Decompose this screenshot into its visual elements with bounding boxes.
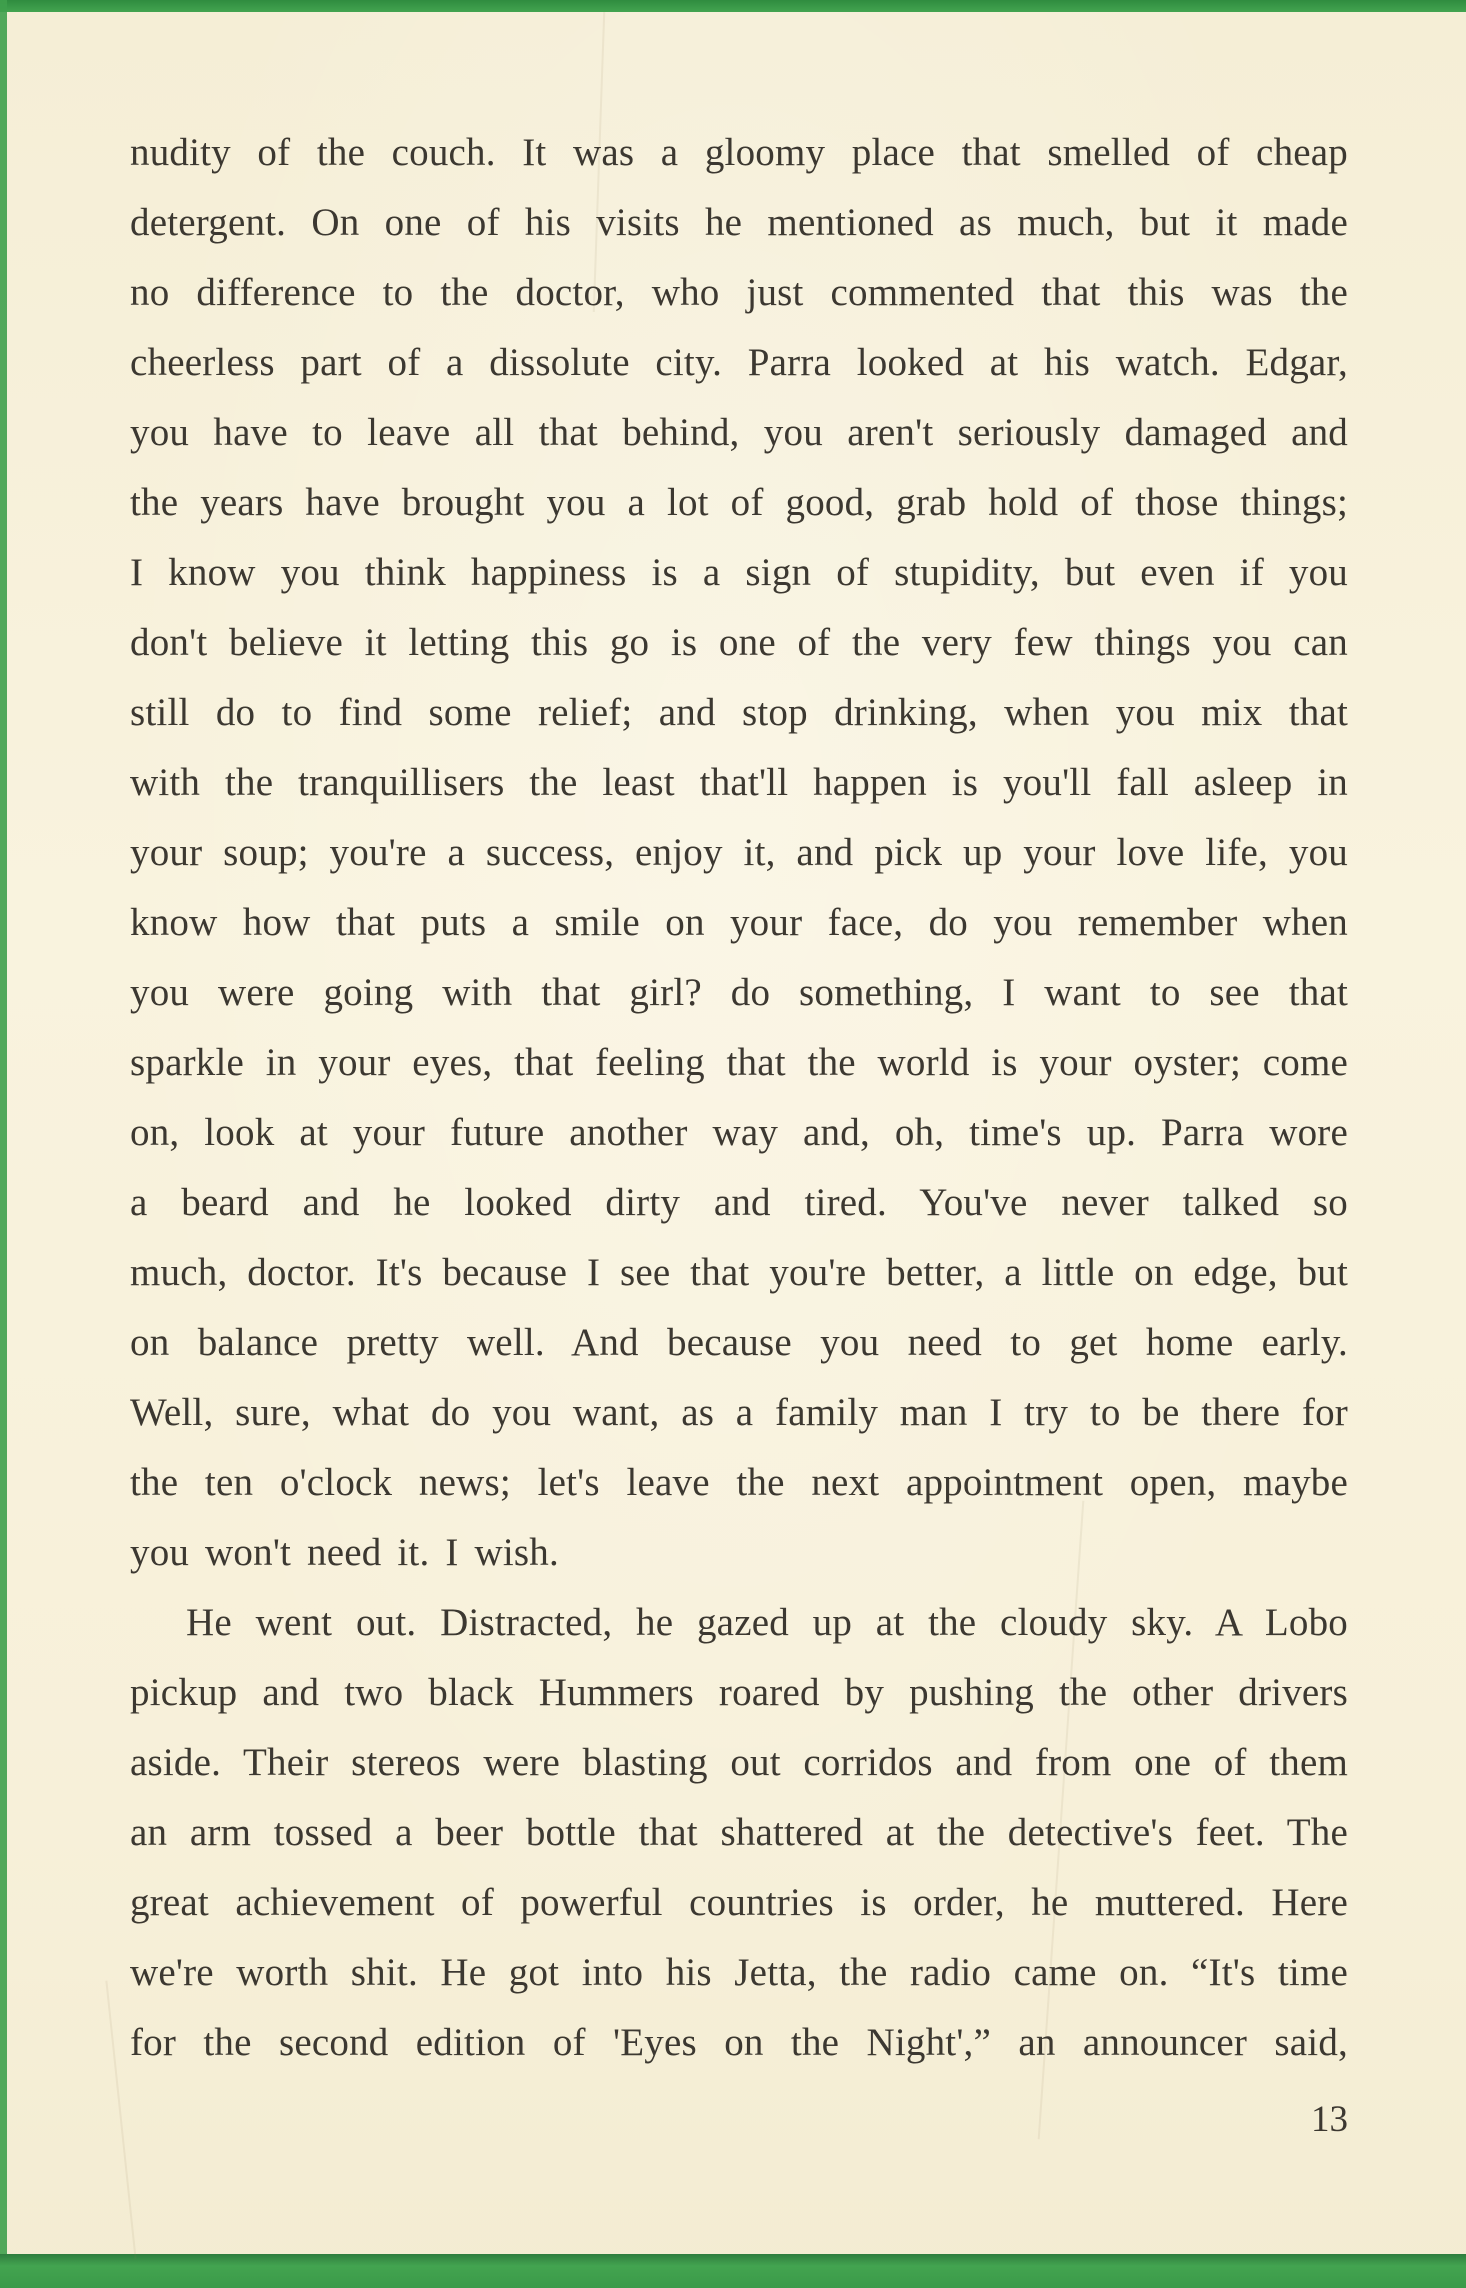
text-line: your soup; you're a success, enjoy it, and pick up your love life, you bbox=[130, 831, 1348, 874]
text-line: great achievement of powerful countries is order, he muttered. Here bbox=[130, 1881, 1348, 1924]
text-block bbox=[130, 118, 1348, 2078]
book-cover-edge-top bbox=[0, 0, 1466, 12]
text-line: cheerless part of a dissolute city. Parra looked at his watch. Edgar, bbox=[130, 341, 1348, 384]
text-line: you were going with that girl? do something, I want to see that bbox=[130, 971, 1348, 1014]
text-line: for the second edition of 'Eyes on the Night',” an announcer said, bbox=[130, 2021, 1348, 2064]
book-cover-edge-left bbox=[0, 0, 7, 2288]
text-line: an arm tossed a beer bottle that shattered at the detective's feet. The bbox=[130, 1811, 1348, 1854]
text-line: we're worth shit. He got into his Jetta, the radio came on. “It's time bbox=[130, 1951, 1348, 1994]
text-line: you won't need it. I wish. bbox=[130, 1531, 559, 1574]
page-number: 13 bbox=[1311, 2099, 1348, 2140]
text-line: you have to leave all that behind, you aren't seriously damaged and bbox=[130, 411, 1348, 454]
text-line: Well, sure, what do you want, as a family man I try to be there for bbox=[130, 1391, 1348, 1434]
text-line: detergent. On one of his visits he mentioned as much, but it made bbox=[130, 201, 1348, 244]
text-line: on balance pretty well. And because you need to get home early. bbox=[130, 1321, 1348, 1364]
text-line: aside. Their stereos were blasting out corridos and from one of them bbox=[130, 1741, 1348, 1784]
text-line: pickup and two black Hummers roared by pushing the other drivers bbox=[130, 1671, 1348, 1714]
text-line: a beard and he looked dirty and tired. You've never talked so bbox=[130, 1181, 1348, 1224]
text-line: much, doctor. It's because I see that you're better, a little on edge, but bbox=[130, 1251, 1348, 1294]
text-line: with the tranquillisers the least that'll happen is you'll fall asleep in bbox=[130, 761, 1348, 804]
text-line: the years have brought you a lot of good, grab hold of those things; bbox=[130, 481, 1348, 524]
text-line: know how that puts a smile on your face, do you remember when bbox=[130, 901, 1348, 944]
text-line: He went out. Distracted, he gazed up at the cloudy sky. A Lobo bbox=[186, 1601, 1348, 1644]
text-line: still do to find some relief; and stop drinking, when you mix that bbox=[130, 691, 1348, 734]
text-line: nudity of the couch. It was a gloomy place that smelled of cheap bbox=[130, 131, 1348, 174]
text-line: I know you think happiness is a sign of stupidity, but even if you bbox=[130, 551, 1348, 594]
text-line: on, look at your future another way and, oh, time's up. Parra wore bbox=[130, 1111, 1348, 1154]
text-line: don't believe it letting this go is one of the very few things you can bbox=[130, 621, 1348, 664]
book-cover-edge-bottom bbox=[0, 2254, 1466, 2288]
text-line: the ten o'clock news; let's leave the next appointment open, maybe bbox=[130, 1461, 1348, 1504]
text-line: sparkle in your eyes, that feeling that the world is your oyster; come bbox=[130, 1041, 1348, 1084]
text-line: no difference to the doctor, who just commented that this was the bbox=[130, 271, 1348, 314]
